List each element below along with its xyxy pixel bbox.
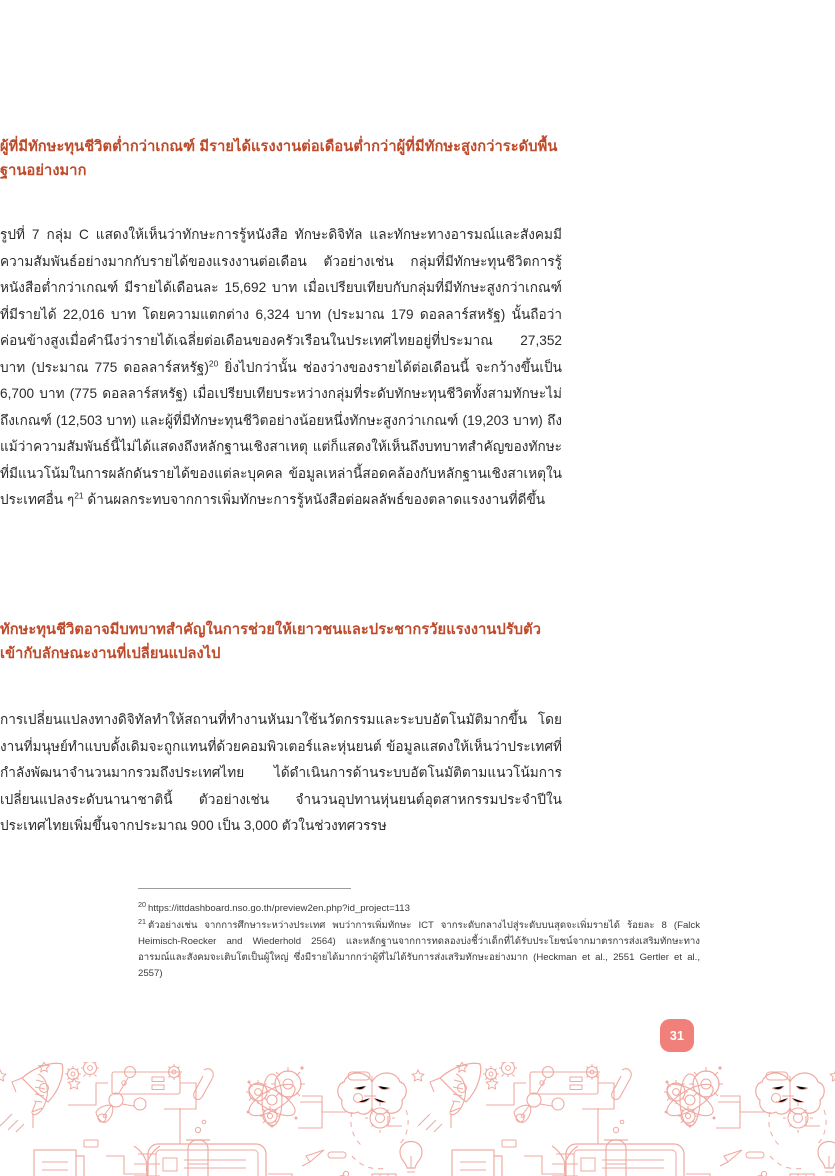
footnote-marker: 20 — [138, 899, 146, 909]
footnote-text[interactable]: https://ittdashboard.nso.go.th/preview2en.php?id_project=113 — [148, 903, 410, 914]
footnote-item — [138, 901, 700, 917]
section-heading-2: ทักษะทุนชีวิตอาจมีบทบาทสำคัญในการช่วยให้เยาวชนและประชากรวัยแรงงานปรับตัวเข้ากับลักษณะงานที่เปลี่ยนแปลงไป — [0, 622, 542, 662]
section-heading-1: ผู้ที่มีทักษะทุนชีวิตต่ำกว่าเกณฑ์ มีรายได้แรงงานต่อเดือนต่ำกว่าผู้ที่มีทักษะสูงกว่าระดับพื้นฐานอย่างมาก — [0, 139, 558, 179]
footnote-ref-21: 21 — [74, 490, 84, 501]
paragraph-text-part-3: ด้านผลกระทบจากการเพิ่มทักษะการรู้หนังสือต่อผลลัพธ์ของตลาดแรงงานที่ดีขึ้น — [83, 492, 546, 507]
footnote-separator — [138, 888, 351, 889]
science-icons-pattern — [0, 1062, 835, 1176]
footnote-marker: 21 — [138, 916, 146, 926]
footnote-ref-20: 20 — [208, 357, 219, 368]
footnote-item — [138, 918, 700, 982]
footnote-list — [138, 901, 700, 983]
paragraph-text-part-2: ยิ่งไปกว่านั้น ช่องว่างของรายได้ต่อเดือนนี้ จะกว้างขึ้นเป็น 6,700 บาท (775 ดอลลาร์สหรัฐ) เมื่อเปรียบเทียบระหว่างกลุ่มที่ระดับทักษะทุนชีวิตทั้งสามทักษะไม่ถึงเกณฑ์ (12,503 บาท) และผู้ที่มีทักษะทุนชีวิตอย่างน้อยหนึ่งทักษะสูงกว่าเกณฑ์ (19,203 บาท) ถึงแม้ว่าความสัมพันธ์นี้ไม่ได้แสดงถึงหลักฐานเชิงสาเหตุ แต่ก็แสดงให้เห็นถึงบทบาทสำคัญของทักษะที่มีแนวโน้มในการผลักดันรายได้ของแต่ละบุคคล ข้อมูลเหล่านี้สอดคล้องกับหลักฐานเชิงสาเหตุในประเทศอื่น ๆ — [0, 359, 562, 507]
body-paragraph-2: การเปลี่ยนแปลงทางดิจิทัลทำให้สถานที่ทำงานหันมาใช้นวัตกรรมและระบบอัตโนมัติมากขึ้น โดยงานที่มนุษย์ทำแบบดั้งเดิมจะถูกแทนที่ด้วยคอมพิวเตอร์และหุ่นยนต์ ข้อมูลแสดงให้เห็นว่าประเทศที่กำลังพัฒนาจำนวนมากรวมถึงประเทศไทย ได้ดำเนินการด้านระบบอัตโนมัติตามแนวโน้มการเปลี่ยนแปลงระดับนานาชาตินี้ ตัวอย่างเช่น จำนวนอุปทานหุ่นยนต์อุตสาหกรรมประจำปีในประเทศไทยเพิ่มขึ้นจากประมาณ 900 เป็น 3,000 ตัวในช่วงทศวรรษ — [0, 712, 562, 833]
page-number-badge: 31 — [660, 1019, 694, 1052]
paragraph-text-part-1: รูปที่ 7 กลุ่ม C แสดงให้เห็นว่าทักษะการรู้หนังสือ ทักษะดิจิทัล และทักษะทางอารมณ์และสังคมมีความสัมพันธ์อย่างมากกับรายได้ของแรงงานต่อเดือน ตัวอย่างเช่น กลุ่มที่มีทักษะทุนชีวิตการรู้หนังสือต่ำกว่าเกณฑ์ มีรายได้เดือนละ 15,692 บาท เมื่อเปรียบเทียบกับกลุ่มที่มีทักษะสูงกว่าเกณฑ์ที่มีรายได้ 22,016 บาท โดยความแตกต่าง 6,324 บาท (ประมาณ 179 ดอลลาร์สหรัฐ) นั้นถือว่าค่อนข้างสูงเมื่อคำนึงว่ารายได้เฉลี่ยต่อเดือนของครัวเรือนในประเทศไทยอยู่ที่ประมาณ 27,352 บาท (ประมาณ 775 ดอลลาร์สหรัฐ) — [0, 227, 562, 375]
footnote-text: ตัวอย่างเช่น จากการศึกษาระหว่างประเทศ พบว่าการเพิ่มทักษะ ICT จากระดับกลางไปสู่ระดับบนสุดจะเพิ่มรายได้ ร้อยละ 8 (Falck Heimisch-Roecker and Wiederhold 2564) และหลักฐานจากการทดลองบ่งชี้ว่าเด็กที่ได้รับประโยชน์จากมาตรการส่งเสริมทักษะทางอารมณ์และสังคมจะเติบโตเป็นผู้ใหญ่ ซึ่งมีรายได้มากกว่าผู้ที่ไม่ได้รับการส่งเสริมทักษะอย่างมาก (Heckman et al., 2551 Gertler et al., 2557) — [138, 919, 700, 979]
body-paragraph-1 — [0, 222, 562, 514]
footer-ornament-band — [0, 1062, 835, 1176]
